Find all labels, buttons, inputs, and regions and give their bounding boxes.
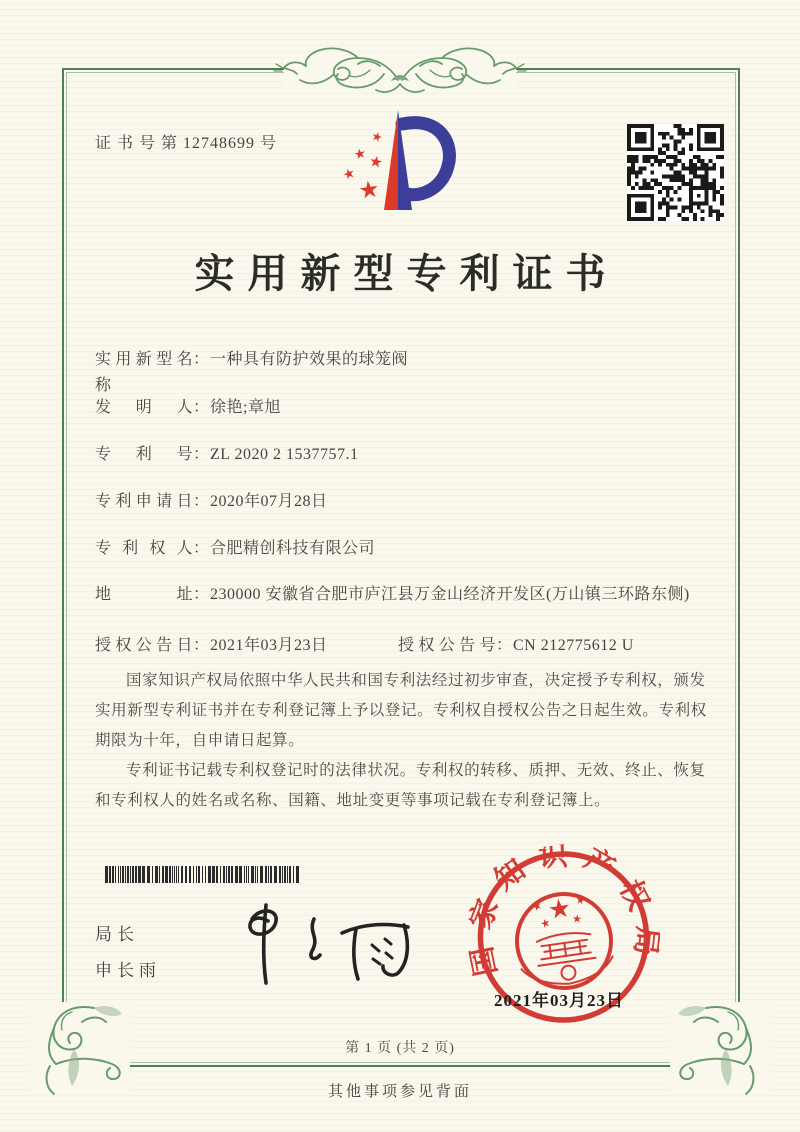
footer-note: 其他事项参见背面 bbox=[327, 1084, 472, 1100]
field-value: 2020年07月28日 bbox=[210, 493, 328, 510]
legal-paragraph-2: 专利证书记载专利权登记时的法律状况。专利权的转移、质押、无效、终止、恢复和专利权人的姓名或名称、国籍、地址变更等事项记载在专利登记簿上。 bbox=[95, 761, 706, 809]
field-row-patent-number bbox=[95, 442, 358, 468]
field-label: 专利号 bbox=[95, 446, 193, 463]
field-value: 230000 安徽省合肥市庐江县万金山经济开发区(万山镇三环路东侧) bbox=[210, 586, 690, 603]
seal-text: 国家知识产权局 bbox=[463, 839, 664, 979]
field-group-grant-number bbox=[398, 633, 634, 659]
field-label: 专利申请日 bbox=[95, 493, 193, 510]
field-row-address bbox=[95, 582, 716, 608]
legal-text bbox=[95, 666, 718, 816]
field-value: 合肥精创科技有限公司 bbox=[210, 540, 376, 557]
colon: ： bbox=[193, 637, 210, 654]
certificate-title: 实用新型专利证书 bbox=[194, 251, 619, 296]
colon: ： bbox=[193, 540, 210, 557]
colon: ： bbox=[193, 399, 210, 416]
colon: ： bbox=[193, 586, 210, 603]
qr-code bbox=[627, 124, 724, 221]
field-value: CN 212775612 U bbox=[513, 637, 634, 654]
seal-date: 2021年03月23日 bbox=[494, 991, 624, 1010]
barcode bbox=[105, 866, 301, 883]
field-row-name bbox=[95, 347, 408, 399]
top-flourish-ornament bbox=[270, 40, 530, 102]
field-row-inventor bbox=[95, 395, 281, 421]
field-row-patentee bbox=[95, 536, 375, 562]
official-seal bbox=[456, 833, 673, 1050]
colon: ： bbox=[496, 637, 513, 654]
field-label: 专利权人 bbox=[95, 540, 193, 557]
field-label: 地址 bbox=[95, 586, 193, 603]
field-label: 实用新型名称 bbox=[95, 351, 193, 394]
colon: ： bbox=[193, 446, 210, 463]
field-value: ZL 2020 2 1537757.1 bbox=[210, 446, 359, 463]
field-value: 2021年03月23日 bbox=[210, 637, 328, 654]
legal-paragraph-1: 国家知识产权局依照中华人民共和国专利法经过初步审查，决定授予专利权，颁发实用新型专利证书并在专利登记簿上予以登记。专利权自授权公告之日起生效。专利权期限为十年，自申请日起算。 bbox=[95, 672, 707, 749]
colon: ： bbox=[193, 493, 210, 510]
field-value: 徐艳;章旭 bbox=[210, 399, 281, 416]
cnipa-logo bbox=[336, 104, 468, 228]
colon: ： bbox=[193, 351, 210, 368]
signoff-title: 局长 bbox=[95, 925, 139, 944]
field-value: 一种具有防护效果的球笼阀 bbox=[210, 351, 409, 368]
field-label: 发明人 bbox=[95, 399, 193, 416]
field-label: 授权公告日 bbox=[95, 637, 193, 654]
certificate-number: 证 书 号 第 12748699 号 bbox=[95, 135, 278, 152]
signoff-name: 申长雨 bbox=[95, 961, 161, 980]
field-row-filing-date bbox=[95, 489, 328, 515]
handwritten-signature bbox=[222, 893, 432, 993]
page-number: 第 1 页 (共 2 页) bbox=[345, 1041, 455, 1056]
field-label: 授权公告号 bbox=[398, 637, 496, 654]
field-row-grant bbox=[95, 633, 718, 659]
